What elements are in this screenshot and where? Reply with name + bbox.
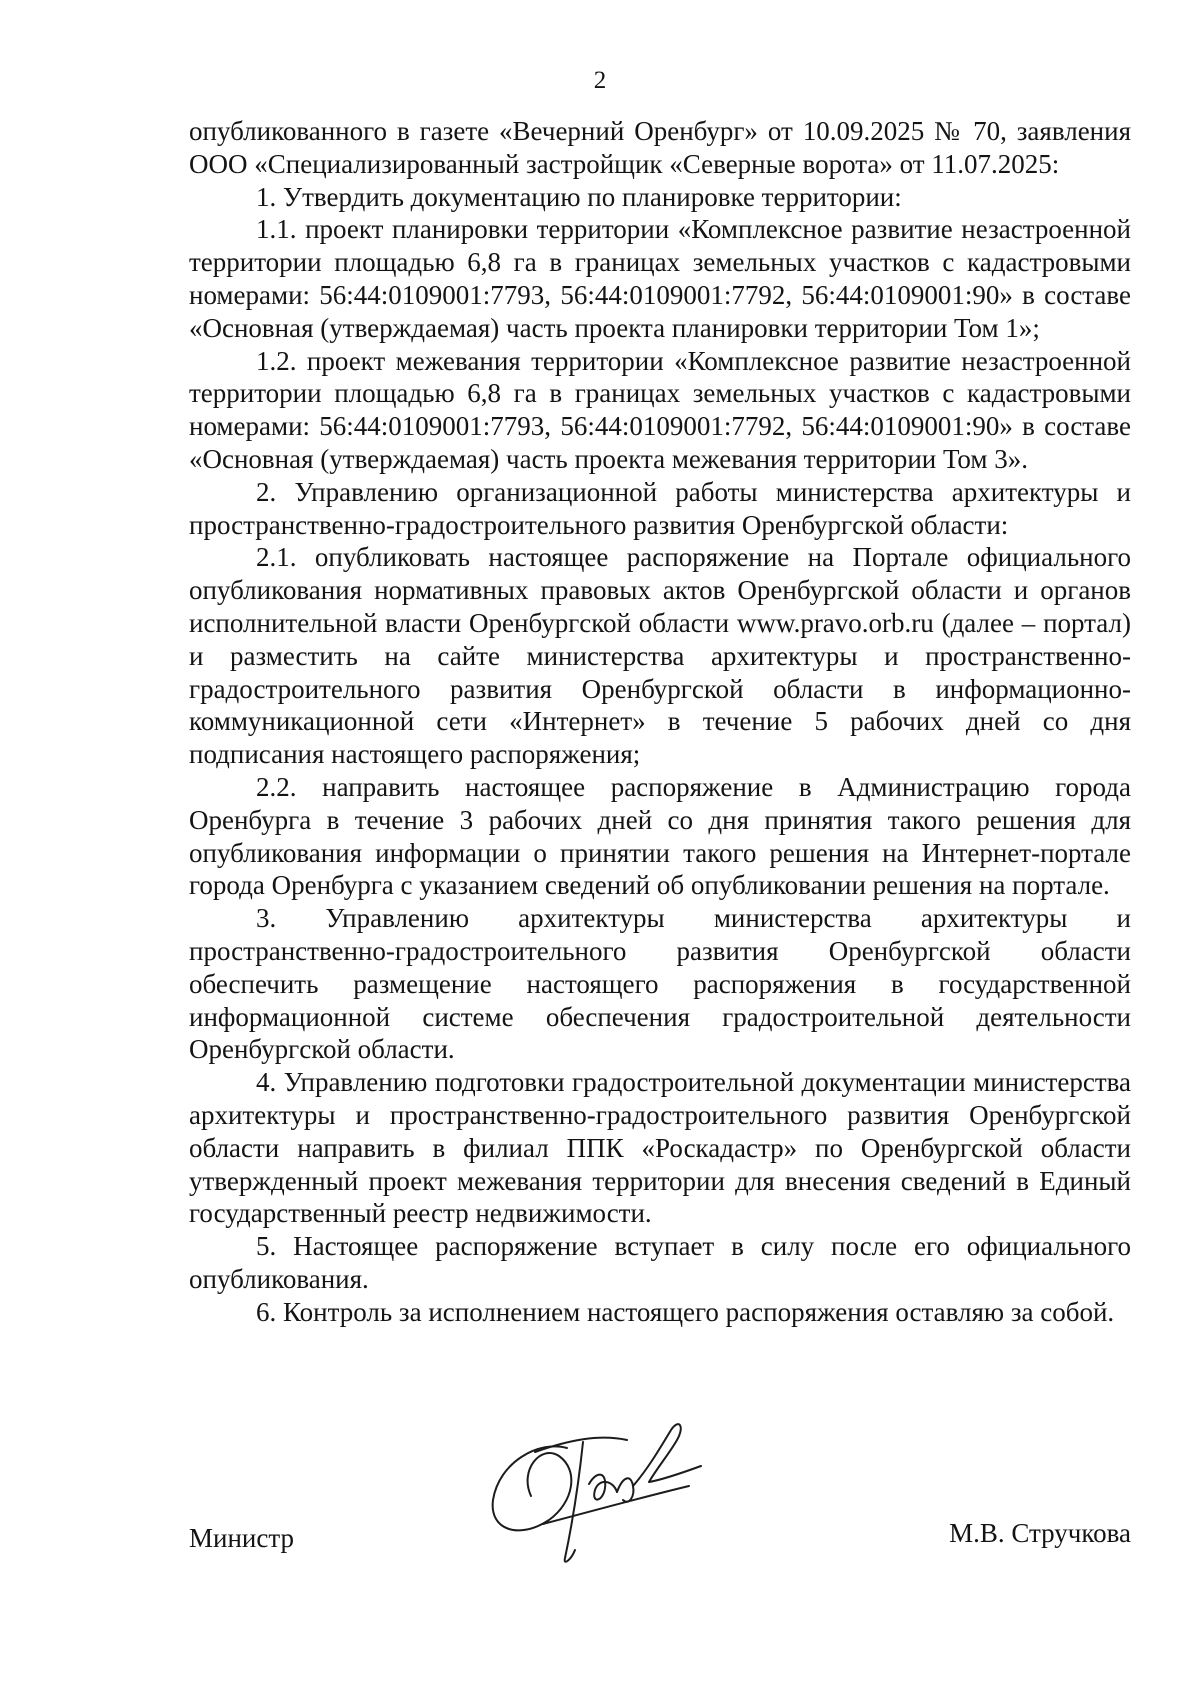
paragraph-item-3: 3. Управлению архитектуры министерства архитектуры и пространственно-градостроительного развития Оренбургской области обеспечить размещение настоящего распоряжения в государственной информационной системе обеспечения градостроительной деятельности Оренбургской области.: [189, 903, 1131, 1065]
paragraph-intro-continuation: опубликованного в газете «Вечерний Оренбург» от 10.09.2025 № 70, заявления ООО «Специализированный застройщик «Северные ворота» от 11.07.2025:: [189, 116, 1131, 179]
paragraph-item-6: 6. Контроль за исполнением настоящего распоряжения оставляю за собой.: [256, 1296, 1115, 1327]
page-number: 2: [593, 67, 607, 94]
signature-block: [189, 1400, 1131, 1580]
signatory-name: М.В. Стручкова: [949, 1518, 1131, 1548]
paragraph-item-2: 2. Управлению организационной работы министерства архитектуры и пространственно-градостроительного развития Оренбургской области:: [189, 476, 1131, 540]
paragraph-item-5: 5. Настоящее распоряжение вступает в силу после его официального опубликования.: [189, 1231, 1131, 1294]
paragraph-item-1-1: 1.1. проект планировки территории «Комплексное развитие незастроенной территории площадью 6,8 га в границах земельных участков с кадастровыми номерами: 56:44:0109001:7793, 56:44:0109001:7792, 56:44:0109001:90» в составе «Основная (утверждаемая) часть проекта планировки территории Том 1»;: [189, 214, 1131, 343]
paragraph-item-1-2: 1.2. проект межевания территории «Комплексное развитие незастроенной территории площадью 6,8 га в границах земельных участков с кадастровыми номерами: 56:44:0109001:7793, 56:44:0109001:7792, 56:44:0109001:90» в составе «Основная (утверждаемая) часть проекта межевания территории Том 3».: [189, 345, 1131, 474]
paragraph-item-2-1: 2.1. опубликовать настоящее распоряжение на Портале официального опубликования нормативных правовых актов Оренбургской области и органов исполнительной власти Оренбургской области www.pravo.orb.ru (далее – портал) и разместить на сайте министерства архитектуры и пространственно-градостроительного развития Оренбургской области в информационно-коммуникационной сети «Интернет» в течение 5 рабочих дней со дня подписания настоящего распоряжения;: [189, 542, 1131, 770]
signatory-position: Министр: [189, 1523, 294, 1553]
paragraph-item-4: 4. Управлению подготовки градостроительной документации министерства архитектуры и пространственно-градостроительного развития Оренбургской области направить в филиал ППК «Роскадастр» по Оренбургской области утвержденный проект межевания территории для внесения сведений в Единый государственный реестр недвижимости.: [189, 1067, 1131, 1229]
document-body: [189, 115, 1131, 1328]
paragraph-item-2-2: 2.2. направить настоящее распоряжение в Администрацию города Оренбурга в течение 3 рабочих дней со дня принятия такого решения для опубликования информации о принятии такого решения на Интернет-портале города Оренбурга с указанием сведений об опубликовании решения на портале.: [189, 771, 1131, 901]
paragraph-item-1: 1. Утвердить документацию по планировке территории:: [256, 181, 902, 212]
handwritten-signature-icon: [479, 1400, 709, 1570]
